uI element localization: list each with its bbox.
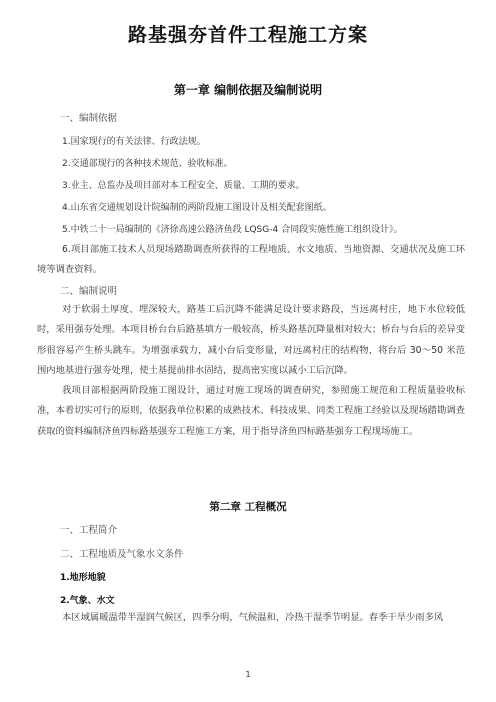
section-description-heading: 二、编制说明 — [60, 286, 118, 297]
subsection-climate: 2.气象、水文 — [60, 596, 115, 606]
description-paragraph-2: 我项目部根据两阶段施工图设计，通过对施工现场的调查研究，参照施工规范和工程质量验收标准，本着切实可行的原则，依据我单位积累的成熟技术、科技成果、同类工程施工经验以及现场踏勘调查获取的资料编制济鱼四标路基强夯工程施工方案，用于指导济鱼四标路基强夯工程现场施工。 — [37, 385, 465, 437]
section-geology-heading: 二、工程地质及气象水文条件 — [60, 549, 184, 560]
basis-item-3: 3.业主、总监办及项目部对本工程安全、质量、工期的要求。 — [62, 181, 305, 191]
page-number: 1 — [245, 670, 251, 679]
basis-item-1: 1.国家现行的有关法律、行政法规。 — [62, 137, 206, 147]
description-paragraph-1: 对于软弱土厚度、埋深较大，路基工后沉降不能满足设计要求路段，当远离村庄，地下水位较低时，采用强夯处理。本项目桥台台后路基填方一般较高，桥头路基沉降量相对较大；桥台与台后的差异变形很容易产生桥头跳车。为增强承载力，减小台后变形量，对远离村庄的结构物，将台后 30～50 米范围内地基进行强夯处理，使土基提前排水固结，提高密实度以减小工后沉降。 — [37, 304, 465, 376]
basis-item-2: 2.交通部现行的各种技术规范、验收标准。 — [62, 159, 233, 169]
section-basis-heading: 一、编制依据 — [60, 113, 118, 124]
chapter-1-heading: 第一章 编制依据及编制说明 — [173, 83, 323, 97]
subsection-terrain: 1.地形地貌 — [60, 573, 106, 583]
basis-item-5: 5.中铁二十一局编制的《济徐高速公路济鱼段 LQSG-4 合同段实施性施工组织设计》。 — [62, 225, 403, 235]
basis-item-6: 6.项目部施工技术人员现场踏勘调查所获得的工程地质、水文地质、当地资源、交通状况及施工环境等调查资料。 — [37, 244, 465, 276]
section-project-intro-heading: 一、工程简介 — [60, 525, 118, 536]
climate-paragraph: 本区域属暖温带半湿润气候区，四季分明，气候温和，冷热干湿季节明显。春季干旱少雨多风 — [62, 612, 444, 623]
chapter-2-heading: 第二章 工程概况 — [209, 501, 287, 513]
document-title: 路基强夯首件工程施工方案 — [127, 24, 368, 46]
basis-item-4: 4.山东省交通规划设计院编制的两阶段施工图设计及相关配套图纸。 — [62, 203, 332, 213]
